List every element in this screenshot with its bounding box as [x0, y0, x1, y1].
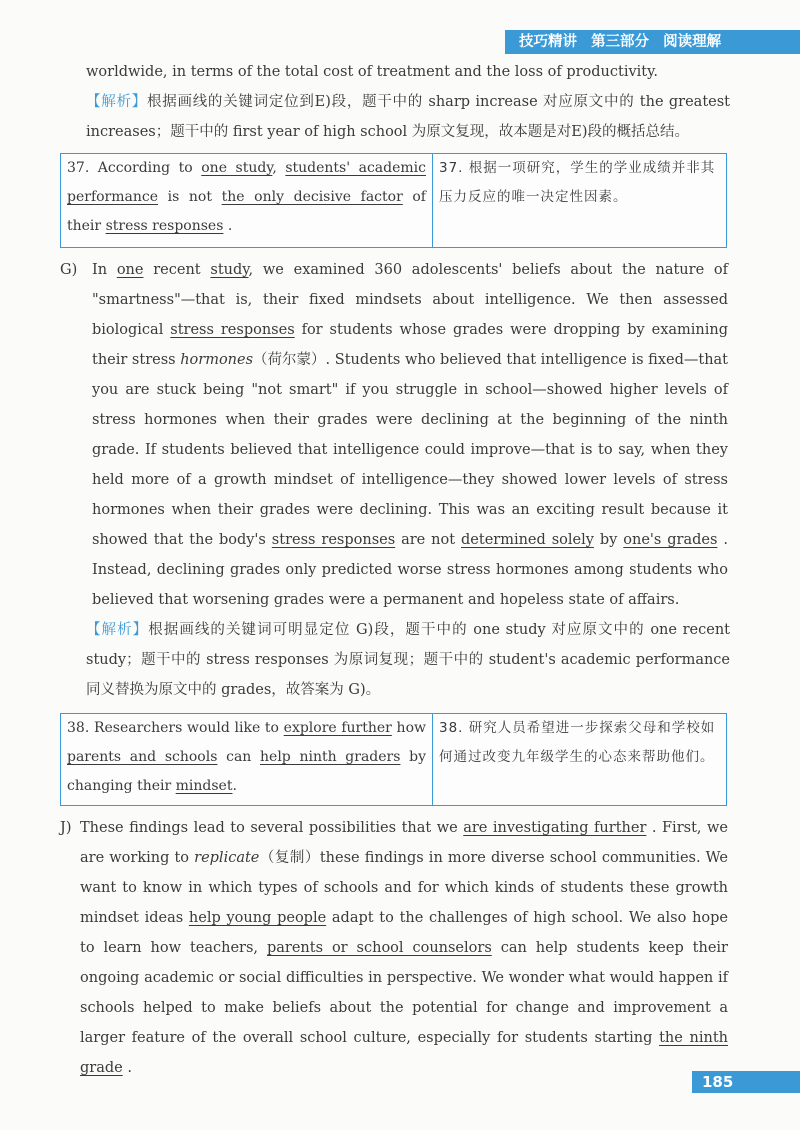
keyword-underline: parents or school counselors	[266, 940, 492, 956]
question-box-38	[60, 713, 727, 806]
keyword-underline: explore further	[283, 720, 392, 736]
keyword-underline: mindset	[175, 778, 233, 794]
keyword-underline: are investigating further	[463, 820, 647, 836]
analysis-g	[0, 615, 800, 705]
intro-analysis	[0, 87, 800, 147]
keyword-underline: help young people	[188, 910, 327, 926]
analysis-tag: 【解析】	[86, 622, 149, 638]
italic-term: hormones	[180, 352, 254, 368]
header-part3: 阅读理解	[663, 34, 722, 50]
italic-term: replicate	[194, 850, 260, 866]
question-37-en: 37. According to one study, students' academic performance is not the only decisive factor of their stress responses .	[61, 154, 433, 247]
keyword-underline: help ninth graders	[260, 749, 401, 765]
paragraph-j-text: These findings lead to several possibilities that we are investigating further . First, we are working to replicate（复制）these findings in more diverse school communities. We want to know in which types of schools and for which kinds of students these growth mindset ideas help young people adapt to the challenges of high school. We also hope to learn how teachers, parents or school counselors can help students keep their ongoing academic or social difficulties in perspective. We wonder what would happen if schools helped to make beliefs about the potential for change and improvement a larger feature of the overall school culture, especially for students starting the ninth grade .	[80, 820, 729, 1076]
paragraph-g-label: G)	[60, 262, 78, 278]
paragraph-g-text: In one recent study, we examined 360 adolescents' beliefs about the nature of "smartness"—that is, their fixed mindsets about intelligence. We then assessed biological stress responses for students whose grades were dropping by examining their stress hormones（荷尔蒙）. Students who believed that intelligence is fixed—that you are stuck being "not smart" if you struggle in school—showed higher levels of stress hormones when their grades were declining at the beginning of the ninth grade. If students believed that intelligence could improve—that is to say, when they held more of a growth mindset of intelligence—they showed lower levels of stress hormones when their grades were declining. This was an exciting result because it showed that the body's stress responses are not determined solely by one's grades . Instead, declining grades only predicted worse stress hormones among students who believed that worsening grades were a permanent and hopeless state of affairs.	[92, 262, 729, 608]
analysis-tag: 【解析】	[86, 94, 147, 110]
question-box-37	[60, 153, 727, 248]
intro-block	[0, 57, 800, 147]
paragraph-j	[0, 813, 800, 1083]
header-part2: 第三部分	[591, 34, 650, 50]
keyword-underline: one study	[201, 160, 273, 176]
keyword-underline: one's grades	[623, 532, 718, 548]
question-38-zh: 38. 研究人员希望进一步探索父母和学校如何通过改变九年级学生的心态来帮助他们。	[439, 720, 716, 765]
paragraph-g	[0, 255, 800, 615]
keyword-underline: stress responses	[170, 322, 295, 338]
intro-analysis-text: 根据画线的关键词定位到E)段，题干中的 sharp increase 对应原文中的 the greatest increases；题干中的 first year of high school 为原文复现，故本题是对E)段的概括总结。	[86, 94, 731, 140]
question-37-zh: 37. 根据一项研究，学生的学业成绩并非其压力反应的唯一决定性因素。	[439, 160, 716, 205]
keyword-underline: parents and schools	[67, 749, 218, 765]
paragraph-j-label: J)	[60, 820, 72, 836]
keyword-underline: stress responses	[271, 532, 396, 548]
header-part1: 技巧精讲	[519, 34, 577, 50]
page-number: 185	[692, 1071, 800, 1093]
analysis-g-text: 【解析】根据画线的关键词可明显定位 G)段，题干中的 one study 对应原文中的 one recent study；题干中的 stress responses 为原词复现；题干中的 student's academic performance 同义替换为原文中的 grades，故答案为 G)。	[86, 622, 731, 698]
keyword-underline: the ninth grade	[80, 1030, 728, 1076]
keyword-underline: the only decisive factor	[221, 189, 403, 205]
keyword-underline: determined solely	[461, 532, 594, 548]
keyword-underline: students' academic performance	[67, 160, 426, 205]
intro-line: worldwide, in terms of the total cost of treatment and the loss of productivity.	[86, 64, 659, 80]
keyword-underline: study	[210, 262, 249, 278]
question-38-en: 38. Researchers would like to explore further how parents and schools can help ninth graders by changing their mindset.	[61, 714, 433, 805]
keyword-underline: stress responses	[105, 218, 224, 234]
section-header	[505, 30, 800, 54]
keyword-underline: one	[116, 262, 144, 278]
